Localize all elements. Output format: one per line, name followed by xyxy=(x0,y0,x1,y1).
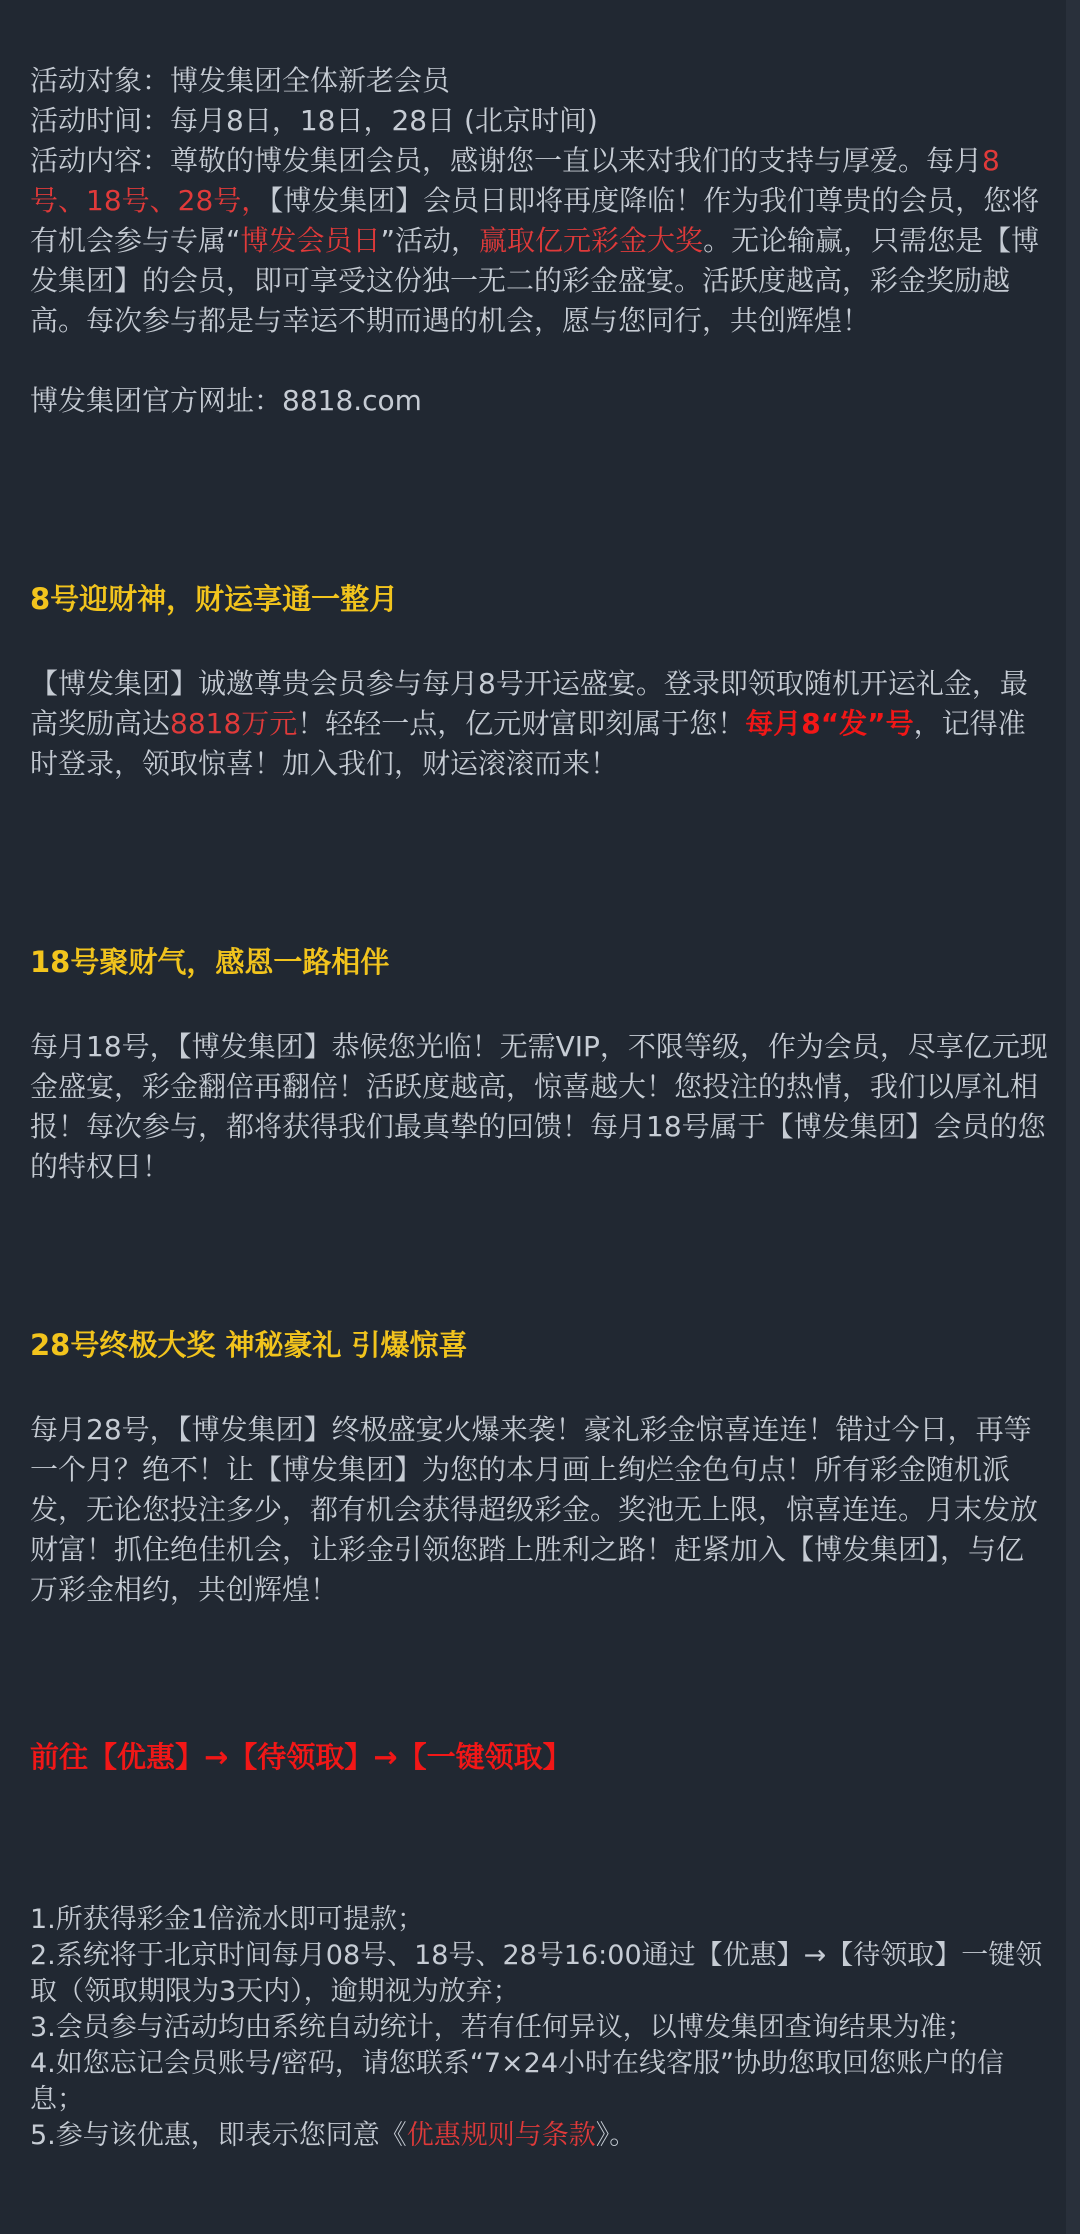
text-run: 1.所获得彩金1倍流水即可提款； xyxy=(30,1904,424,1935)
text-run: ，记得准时登录，领取惊喜！加入我们，财运滚滚而来！ xyxy=(30,707,1026,780)
section-18-body xyxy=(30,1027,1050,1187)
text-run: 5.参与该优惠，即表示您同意《 xyxy=(30,2120,407,2151)
rule-item-3 xyxy=(30,2010,1050,2046)
rules-list xyxy=(30,1902,1050,2154)
section-8-body xyxy=(30,664,1050,784)
info-time-line: 活动时间：每月8日，18日，28日 (北京时间) xyxy=(30,104,598,137)
text-run: 4.如您忘记会员账号/密码，请您联系“7×24小时在线客服”协助您取回您账户的信息； xyxy=(30,2048,1004,2115)
cta-path-heading: 前往【优惠】→【待领取】→【一键领取】 xyxy=(30,1740,572,1774)
text-run: ！轻轻一点，亿元财富即刻属于您！ xyxy=(297,707,746,740)
text-run: 每月18号，【博发集团】恭候您光临！无需VIP，不限等级，作为会员，尽享亿元现金盛宴，彩金翻倍再翻倍！活跃度越高，惊喜越大！您投注的热情，我们以厚礼相报！每次参与，都将获得我们最真挚的回馈！每月18号属于【博发集团】会员的您的特权日！ xyxy=(30,1030,1048,1183)
text-run: 活动内容：尊敬的博发集团会员，感谢您一直以来对我们的支持与厚爱。每月 xyxy=(30,144,983,177)
terms-link[interactable]: 优惠规则与条款 xyxy=(406,2120,596,2151)
rule-item-5 xyxy=(30,2118,1050,2154)
text-run: 每月28号，【博发集团】终极盛宴火爆来袭！豪礼彩金惊喜连连！错过今日，再等一个月？绝不！让【博发集团】为您的本月画上绚烂金色句点！所有彩金随机派发，无论您投注多少，都有机会获得超级彩金。奖池无上限，惊喜连连。月末发放财富！抓住绝佳机会，让彩金引领您踏上胜利之路！赶紧加入【博发集团】，与亿万彩金相约，共创辉煌！ xyxy=(30,1413,1039,1606)
website-line: 博发集团官方网址：8818.com xyxy=(30,384,422,417)
text-run: 2.系统将于北京时间每月08号、18号、28号16:00通过【优惠】→【待领取】一键领取（领取期限为3天内），逾期视为放弃； xyxy=(30,1940,1043,2007)
text-run: 赢取亿元彩金大奖 xyxy=(479,224,704,257)
text-run: 每月8“发”号 xyxy=(745,707,914,740)
text-run: ”活动， xyxy=(380,224,480,257)
rule-item-2 xyxy=(30,1938,1050,2010)
info-content-paragraph xyxy=(30,141,1050,341)
right-edge-highlight xyxy=(1066,0,1080,2234)
text-run: 【博发集团】诚邀尊贵会员参与每月8号开运盛宴。登录即领取随机开运礼金，最高奖励高达 xyxy=(30,667,1028,740)
text-run: 8号、18号、28号， xyxy=(30,144,1000,217)
rule-item-1 xyxy=(30,1902,1050,1938)
text-run: 【博发集团】会员日即将再度降临！作为我们尊贵的会员，您将有机会参与专属“ xyxy=(30,184,1040,257)
text-run: 8818万元 xyxy=(170,707,298,740)
text-run: 博发会员日 xyxy=(240,224,381,257)
info-eligibility-line: 活动对象：博发集团全体新老会员 xyxy=(30,64,451,97)
section-28-heading: 28号终极大奖 神秘豪礼 引爆惊喜 xyxy=(30,1328,468,1362)
section-8-heading: 8号迎财神，财运享通一整月 xyxy=(30,582,399,616)
text-run: 。无论输赢，只需您是【博发集团】的会员，即可享受这份独一无二的彩金盛宴。活跃度越高，彩金奖励越高。每次参与都是与幸运不期而遇的机会，愿与您同行，共创辉煌！ xyxy=(30,224,1040,337)
text-run: 》。 xyxy=(595,2120,637,2151)
section-28-body xyxy=(30,1410,1050,1610)
rule-item-4 xyxy=(30,2046,1050,2118)
text-run: 3.会员参与活动均由系统自动统计，若有任何异议，以博发集团查询结果为准； xyxy=(30,2012,974,2043)
section-18-heading: 18号聚财气，感恩一路相伴 xyxy=(30,945,390,979)
